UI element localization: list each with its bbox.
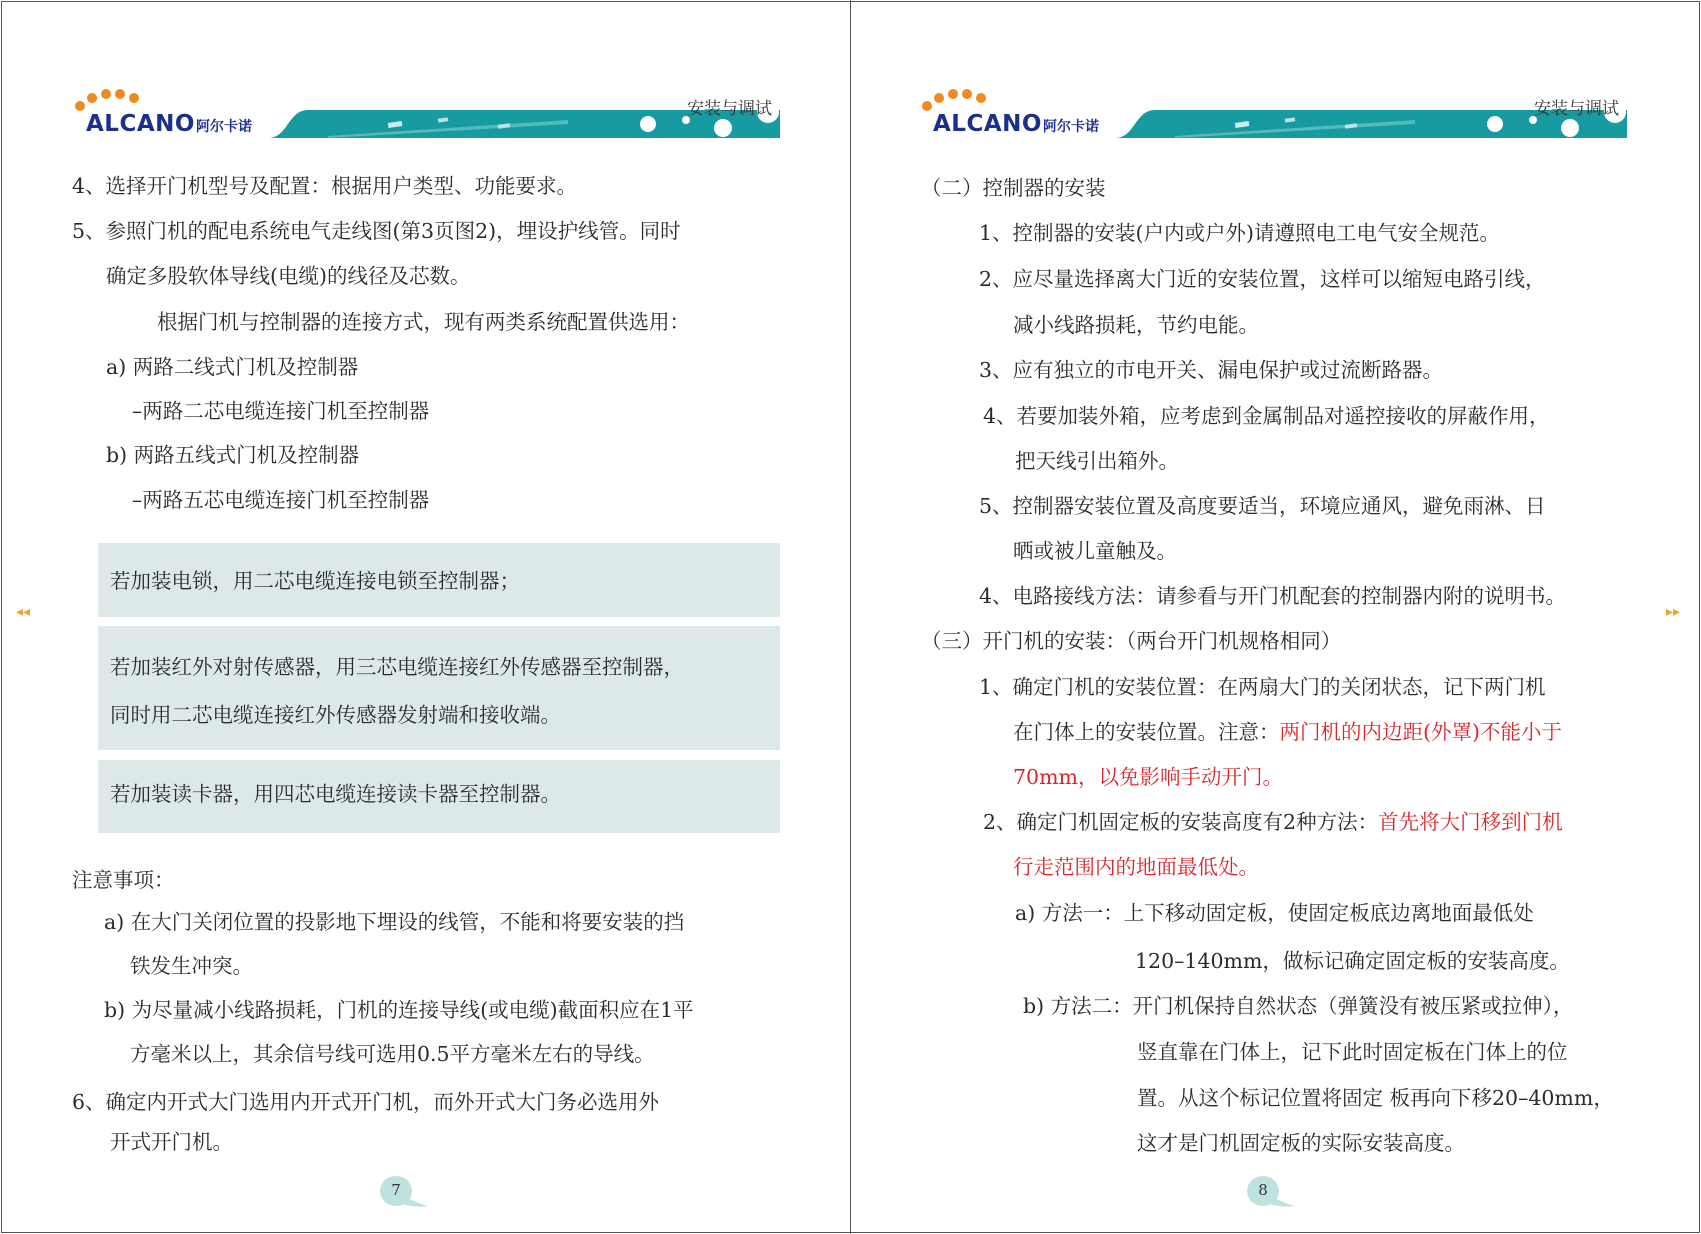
text-line-with-warning	[983, 810, 1563, 834]
caution-line: 铁发生冲突。	[130, 954, 253, 978]
step-line: 6、确定内开式大门选用内开式开门机，而外开式大门务必选用外	[72, 1090, 660, 1114]
method-line: 竖直靠在门体上，记下此时固定板在门体上的位	[1137, 1040, 1568, 1064]
caution-line: a) 在大门关闭位置的投影地下埋设的线管，不能和将要安装的挡	[104, 910, 685, 934]
warning-text: 70mm，以免影响手动开门。	[1013, 765, 1283, 789]
note-text: 若加装电锁，用二芯电缆连接电锁至控制器；	[110, 569, 520, 593]
text-segment: 在门体上的安装位置。注意：	[1013, 720, 1280, 744]
page-number-badge	[1239, 1174, 1299, 1208]
logo-chinese-name: 阿尔卡诺	[1043, 119, 1099, 135]
logo-wordmark: ALCANO	[86, 111, 195, 137]
page-number-badge	[372, 1174, 432, 1208]
text-line: 1、控制器的安装(户内或户外)请遵照电工电气安全规范。	[979, 221, 1501, 245]
method-line: 这才是门机固定板的实际安装高度。	[1137, 1131, 1465, 1155]
method-line: a) 方法一：上下移动固定板，使固定板底边离地面最低处	[1015, 901, 1534, 925]
caution-title: 注意事项：	[72, 868, 175, 892]
note-box-infrared-sensor	[98, 626, 780, 750]
next-page-icon[interactable]: ▸▸	[1666, 604, 1681, 620]
text-line: 确定多股软体导线(电缆)的线径及芯数。	[106, 264, 471, 288]
method-line: 置。从这个标记位置将固定 板再向下移20–40mm，	[1137, 1086, 1614, 1110]
text-line: 2、应尽量选择离大门近的安装位置，这样可以缩短电路引线，	[979, 267, 1546, 291]
page-number: 8	[1258, 1181, 1268, 1199]
text-line: 4、选择开门机型号及配置：根据用户类型、功能要求。	[72, 174, 578, 198]
step-line: 开式开门机。	[110, 1130, 233, 1154]
logo-chinese-name: 阿尔卡诺	[196, 119, 252, 135]
note-text: 若加装读卡器，用四芯电缆连接读卡器至控制器。	[110, 782, 561, 806]
page-left	[0, 0, 850, 1234]
text-line: 晒或被儿童触及。	[1013, 539, 1177, 563]
logo-wordmark: ALCANO	[933, 111, 1042, 137]
warning-text: 两门机的内边距(外罩)不能小于	[1279, 720, 1562, 744]
text-line: 4、电路接线方法：请参看与开门机配套的控制器内附的说明书。	[979, 584, 1567, 608]
note-text: 若加装红外对射传感器，用三芯电缆连接红外传感器至控制器，	[110, 655, 684, 679]
prev-page-icon[interactable]: ◂◂	[16, 604, 31, 620]
note-box-electric-lock	[98, 543, 780, 617]
text-line-with-warning	[1013, 720, 1562, 744]
section-title: 安装与调试	[687, 99, 772, 119]
text-line: –两路五芯电缆连接门机至控制器	[132, 488, 430, 512]
text-line: 1、确定门机的安装位置：在两扇大门的关闭状态，记下两门机	[979, 675, 1546, 699]
warning-text: 首先将大门移到门机	[1378, 810, 1563, 834]
page-number: 7	[391, 1181, 401, 1199]
subsection-title: （三）开门机的安装：（两台开门机规格相同）	[921, 629, 1342, 653]
text-segment: 2、确定门机固定板的安装高度有2种方法：	[983, 810, 1379, 834]
text-line: –两路二芯电缆连接门机至控制器	[132, 399, 430, 423]
caution-line: 方毫米以上，其余信号线可选用0.5平方毫米左右的导线。	[130, 1042, 655, 1066]
text-line: 3、应有独立的市电开关、漏电保护或过流断路器。	[979, 358, 1444, 382]
section-title: 安装与调试	[1534, 99, 1619, 119]
note-text: 同时用二芯电缆连接红外传感器发射端和接收端。	[110, 703, 561, 727]
page-header	[72, 88, 780, 140]
text-line: 4、若要加装外箱，应考虑到金属制品对遥控接收的屏蔽作用，	[983, 404, 1550, 428]
page-header	[919, 88, 1627, 140]
text-line: a) 两路二线式门机及控制器	[106, 355, 359, 379]
text-line: b) 两路五线式门机及控制器	[106, 443, 360, 467]
text-line: 减小线路损耗，节约电能。	[1013, 313, 1259, 337]
warning-text: 行走范围内的地面最低处。	[1013, 855, 1259, 879]
method-line: 120–140mm，做标记确定固定板的安装高度。	[1135, 949, 1570, 973]
page-right	[851, 0, 1701, 1234]
text-line: 根据门机与控制器的连接方式，现有两类系统配置供选用：	[157, 310, 690, 334]
method-line: b) 方法二：开门机保持自然状态（弹簧没有被压紧或拉伸），	[1023, 994, 1574, 1018]
subsection-title: （二）控制器的安装	[921, 176, 1106, 200]
text-line: 把天线引出箱外。	[1015, 449, 1179, 473]
text-line: 5、参照门机的配电系统电气走线图(第3页图2)，埋设护线管。同时	[72, 219, 681, 243]
text-line: 5、控制器安装位置及高度要适当，环境应通风，避免雨淋、日	[979, 494, 1546, 518]
note-box-card-reader	[98, 760, 780, 833]
caution-line: b) 为尽量减小线路损耗，门机的连接导线(或电缆)截面积应在1平	[104, 998, 694, 1022]
